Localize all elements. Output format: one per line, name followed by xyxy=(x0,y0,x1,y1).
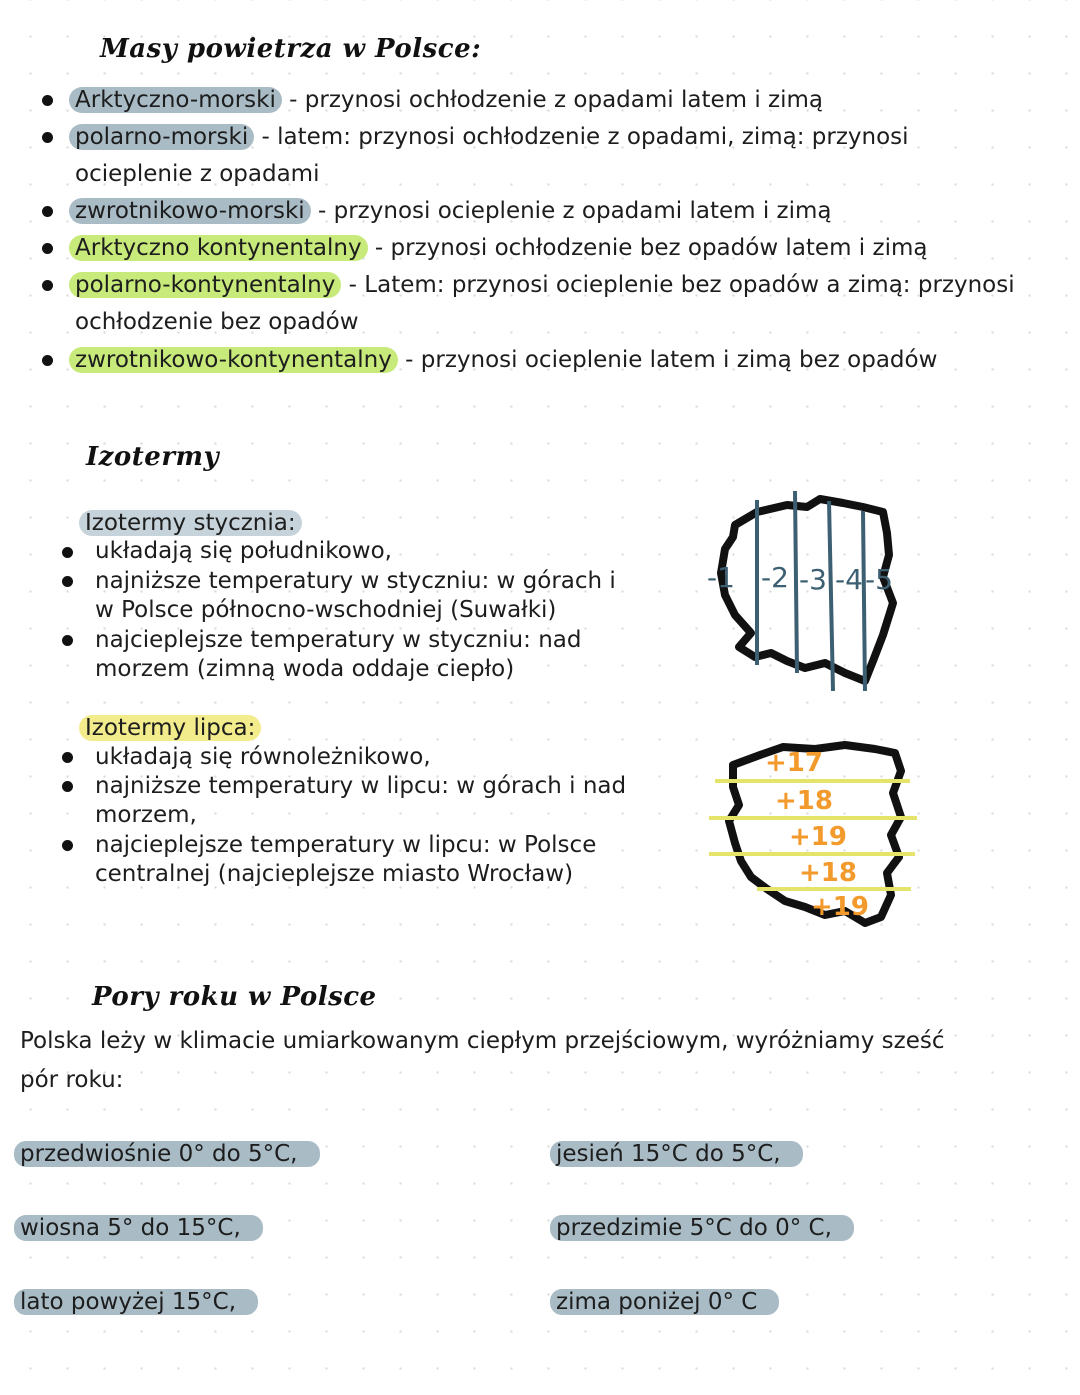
season-label: jesień 15°C do 5°C, xyxy=(550,1141,803,1167)
season-label: zima poniżej 0° C xyxy=(550,1289,779,1315)
season-item xyxy=(556,1214,854,1242)
air-mass-desc: - przynosi ochłodzenie z opadami latem i zimą xyxy=(281,87,823,113)
seasons-intro: pór roku: xyxy=(20,1067,124,1093)
bullet-icon xyxy=(62,576,73,587)
air-mass-item xyxy=(75,82,823,119)
air-mass-name: Arktyczno kontynentalny xyxy=(69,235,368,261)
season-label: lato powyżej 15°C, xyxy=(14,1289,258,1315)
air-mass-continuation: ocieplenie z opadami xyxy=(75,161,320,187)
isotherm-line xyxy=(863,511,865,691)
january-heading xyxy=(85,509,302,539)
isotherm-line xyxy=(795,491,797,673)
air-mass-desc: - przynosi ocieplenie latem i zimą bez opadów xyxy=(397,347,938,373)
bullet-icon xyxy=(42,95,53,106)
season-item xyxy=(20,1288,258,1316)
season-item xyxy=(20,1140,320,1168)
air-mass-continuation: ochłodzenie bez opadów xyxy=(75,309,359,335)
bullet-icon xyxy=(62,781,73,792)
july-line: morzem, xyxy=(95,802,197,828)
isotherm-label: -3 xyxy=(799,563,827,596)
isotherm-label: +19 xyxy=(811,892,869,922)
bullet-icon xyxy=(42,355,53,366)
july-line: najniższe temperatury w lipcu: w górach i nad xyxy=(95,773,627,799)
air-mass-name: polarno-kontynentalny xyxy=(69,272,341,298)
air-mass-item xyxy=(75,267,1015,304)
july-line: centralnej (najcieplejsze miasto Wrocław) xyxy=(95,861,574,887)
bullet-icon xyxy=(62,752,73,763)
january-line: układają się południkowo, xyxy=(95,538,392,564)
bullet-icon xyxy=(42,132,53,143)
air-mass-desc: - latem: przynosi ochłodzenie z opadami, zimą: przynosi xyxy=(254,124,909,150)
bullet-icon xyxy=(62,840,73,851)
january-isotherm-map xyxy=(695,485,915,700)
season-label: przedzimie 5°C do 0° C, xyxy=(550,1215,854,1241)
season-item xyxy=(556,1140,803,1168)
air-mass-item xyxy=(75,342,937,379)
july-line: układają się równoleżnikowo, xyxy=(95,744,431,770)
isotherm-label: -4 xyxy=(835,563,863,596)
bullet-icon xyxy=(42,280,53,291)
isotherm-label: -2 xyxy=(761,561,789,594)
season-item xyxy=(20,1214,263,1242)
season-item xyxy=(556,1288,779,1316)
isotherms-title: Izotermy xyxy=(86,442,220,472)
january-line: najniższe temperatury w styczniu: w górach i xyxy=(95,568,616,594)
isotherm-label: -1 xyxy=(707,561,735,594)
isotherm-label: +18 xyxy=(775,786,833,816)
july-heading xyxy=(85,714,261,744)
air-mass-name: zwrotnikowo-morski xyxy=(69,198,311,224)
air-mass-name: zwrotnikowo-kontynentalny xyxy=(69,347,398,373)
air-mass-item xyxy=(75,119,909,156)
isotherm-label: +19 xyxy=(789,822,847,852)
air-mass-desc: - Latem: przynosi ocieplenie bez opadów a zimą: przynosi xyxy=(341,272,1015,298)
january-line: najcieplejsze temperatury w styczniu: nad xyxy=(95,627,582,653)
air-mass-name: Arktyczno-morski xyxy=(69,87,282,113)
bullet-icon xyxy=(42,243,53,254)
air-mass-item xyxy=(75,230,927,267)
isotherm-label: +18 xyxy=(799,858,857,888)
july-line: najcieplejsze temperatury w lipcu: w Polsce xyxy=(95,832,597,858)
seasons-intro: Polska leży w klimacie umiarkowanym ciepłym przejściowym, wyróżniamy sześć xyxy=(20,1028,945,1054)
january-heading-text: Izotermy stycznia: xyxy=(79,510,302,536)
isotherm-label: +17 xyxy=(765,748,823,778)
july-isotherm-map xyxy=(705,735,925,935)
air-masses-title: Masy powietrza w Polsce: xyxy=(100,34,482,64)
season-label: przedwiośnie 0° do 5°C, xyxy=(14,1141,320,1167)
isotherm-label: -5 xyxy=(865,563,893,596)
july-heading-text: Izotermy lipca: xyxy=(79,715,261,741)
bullet-icon xyxy=(42,206,53,217)
bullet-icon xyxy=(62,635,73,646)
season-label: wiosna 5° do 15°C, xyxy=(14,1215,263,1241)
january-line: morzem (zimną woda oddaje ciepło) xyxy=(95,656,515,682)
january-line: w Polsce północno-wschodniej (Suwałki) xyxy=(95,597,557,623)
seasons-title: Pory roku w Polsce xyxy=(92,982,377,1012)
bullet-icon xyxy=(62,547,73,558)
air-mass-name: polarno-morski xyxy=(69,124,254,150)
air-mass-desc: - przynosi ochłodzenie bez opadów latem i zimą xyxy=(367,235,928,261)
air-mass-item xyxy=(75,193,832,230)
air-mass-desc: - przynosi ocieplenie z opadami latem i zimą xyxy=(310,198,832,224)
